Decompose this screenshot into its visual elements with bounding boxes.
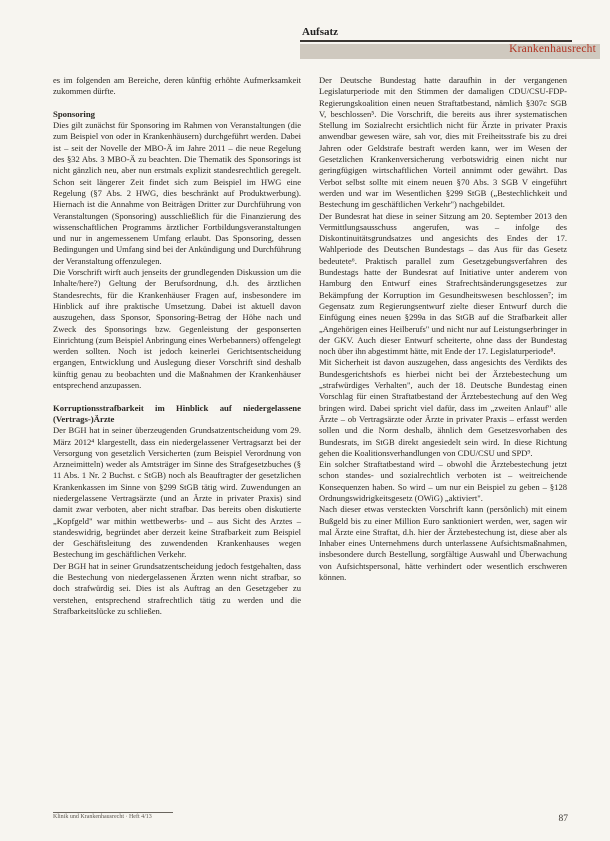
body-paragraph: Der BGH hat in seiner überzeugenden Grundsatzentscheidung vom 29. März 2012⁴ klargestellt, dass ein niedergelassener Vertragsarzt bei der Versorgung von gesetzlich Versicherten (zum Beispiel Verordnung von Arzneimitteln) weder als Amtsträger im Sinne des Strafgesetzbuches (§ 11 Abs. 1 Nr. 2 Buchst. c StGB) noch als Beauftragter der gesetzlichen Krankenkassen im Sinne von §299 StGB tätig wird. Zuwendungen an niedergelassene Vertragsärzte (und an Ärzte in privater Praxis) sind damit zwar verboten, aber nicht strafbar. Das bereits oben diskutierte „Kopfgeld" war mithin wettbewerbs- und – aus Sicht des Arztes – standeswidrig, begründet aber derzeit keine Strafbarkeit zum Beispiel der Geschäftsleitung des zuwendenden Krankenhauses wegen Bestechung im geschäftlichen Verkehr. [53,425,301,560]
body-paragraph: Der Bundesrat hat diese in seiner Sitzung am 20. September 2013 den Vermittlungsausschuss angerufen, was – infolge des Diskontinuitätsgrundsatzes und angesichts des Endes der 17. Wahlperiode des Deutschen Bundestags – das Aus für das Gesetz bedeutete⁶. Praktisch parallel zum Gesetzgebungsverfahren des Bundestags hatte der Bundesrat auf Initiative unter anderem von Hamburg den Entwurf eines Strafrechtsänderungsgesetzes zur Bekämpfung der Korruption im Gesundheitswesen beschlossen⁷; im Gegensatz zum Regierungsentwurf zielte dieser Entwurf durch die Einfügung eines neuen §299a in das StGB auf die Strafbarkeit aller „Angehörigen eines Heilberufs" und nicht nur auf Leistungserbringer in der GKV. Auch dieser Entwurf scheiterte, ohne dass der Bundestag noch über ihn abgestimmt hätte, mit Ende der 17. Legislaturperiode⁸. [319,210,567,357]
right-column [319,75,567,583]
body-paragraph: Nach dieser etwas versteckten Vorschrift kann (persönlich) mit einem Bußgeld bis zu einer Million Euro sanktioniert werden, wer, sagen wir mal Ärzte eine Straftat, d.h. hier der Ärztebestechung ist, diese aber als Inhaber eines Unternehmens durch unterlassene Aufsichtsmaßnahmen, insbesondere durch Bestellung, sorgfältige Auswahl und Überwachung von Aufsichtspersonal, hätte verhindert oder wesentlich erschweren können. [319,504,567,583]
body-paragraph: Ein solcher Straftatbestand wird – obwohl die Ärztebestechung jetzt schon standes- und sozialrechtlich verboten ist – weitreichende Konsequenzen haben. So wird – um nur ein Beispiel zu geben – §128 Ordnungswidrigkeitsgesetz (OWiG) „aktiviert". [319,459,567,503]
section-heading: Korruptionsstrafbarkeit im Hinblick auf niedergelassene (Vertrags-)Ärzte [53,402,301,424]
body-paragraph: Der Deutsche Bundestag hatte daraufhin in der vergangenen Legislaturperiode mit den Stimmen der damaligen CDU/CSU-FDP-Regierungskoalition einen neuen Straftatbestand, nämlich §307c SGB V, beschlossen⁵. Die Vorschrift, die bereits aus ihrer systematischen Stellung im Sozialrecht ersichtlich nicht für Ärzte in privater Praxis anwendbar gewesen wäre, sah vor, dies mit Freiheitsstrafe bis zu drei Jahren oder Geldstrafe bestraft werden kann, wer im Wesen der Gesetzlichen Krankenversicherung verbotswidrig einen nicht nur geringfügigen wirtschaftlichen Vorteil annimmt oder gewährt. Das Verbot selbst sollte mit einem neuen §70 Abs. 3 SGB V eingeführt werden und war im Wesentlichen §299 StGB („Bestechlichkeit und Bestechung im geschäftlichen Verkehr") nachgebildet. [319,75,567,210]
left-column [53,75,301,617]
footer-rule [53,812,173,813]
body-paragraph: Dies gilt zunächst für Sponsoring im Rahmen von Veranstaltungen (die zum Beispiel von oder in Krankenhäusern) durchgeführt werden. Dabei ist – seit der Novelle der MBO-Ä im Jahre 2011 – die neue Regelung des §32 Abs. 3 MBO-Ä zu beachten. Die Thematik des Sponsorings ist nicht gänzlich neu, aber nun erstmals explizit standesrechtlich geregelt. Schon seit längerer Zeit findet sich zum Beispiel im HWG eine Regelung (§7 Abs. 2 HWG, dies beschränkt auf Produktwerbung). Hiernach ist die Annahme von Beiträgen Dritter zur Durchführung von Veranstaltungen (Sponsoring) ausschließlich für die Finanzierung des wissenschaftlichen Programms ärztlicher Fortbildungsveranstaltungen und nur in angemessenem Umfang erlaubt. Das Sponsoring, dessen Bedingungen und Umfang sind bei der Ankündigung und Durchführung der Veranstaltung offenzulegen. [53,120,301,266]
page-number: 87 [558,814,568,824]
category-label: Krankenhausrecht [509,43,596,55]
header-rule [300,40,572,42]
paragraph-gap [53,391,301,402]
paragraph-gap [53,98,301,109]
body-paragraph: Der BGH hat in seiner Grundsatzentscheidung jedoch festgehalten, dass die Bestechung von niedergelassenen Ärzten wenn nicht strafbar, so doch strafwürdig sei. Dies ist als Auftrag an den Gesetzgeber zu verstehen, entsprechend strafrechtlich tätig zu werden und die Strafbarkeitslücke zu schließen. [53,560,301,616]
section-heading: Sponsoring [53,108,96,119]
section-label: Aufsatz [302,26,339,38]
footer-journal: Klinik und Krankenhausrecht · Heft 4/13 [53,814,152,820]
body-paragraph: Die Vorschrift wirft auch jenseits der grundlegenden Diskussion um die Inhalte/here?) Geltung der Berufsordnung, d.h. des ärztlichen Standesrechts, für die Krankenhäuser Fragen auf, insbesondere im Hinblick auf ihre praktische Umsetzung. Dabei ist aktuell davon auszugehen, dass Sponsor, Sponsoring-Betrag der Höhe nach und Zweck des Sponsorings bzw. Gegenleistung der gesponserten Einrichtung (zum Beispiel Anbringung eines Werbebanners) offengelegt werden sollten. Noch ist jedoch keinerlei Gerichtsentscheidung ergangen, Entwicklung und Auslegung dieser Vorschrift sind deshalb künftig genau zu beobachten und die Maßnahmen der Krankenhäuser entsprechend anzupassen. [53,267,301,391]
body-paragraph: Mit Sicherheit ist davon auszugehen, dass angesichts des Verdikts des Bundesgerichtshofs es hierbei nicht bei der Ärztebestechung um „strafwürdiges Verhalten", auch der 18. Deutsche Bundestag einen Vorschlag für einen Straftatbestand der Ärztebestechung auf den Weg bringen wird. Dabei spricht viel dafür, dass im „zweiten Anlauf" alle Ärzte – ob Vertragsärzte oder Ärzte in privater Praxis – erfasst werden sollen und die Norm deshalb, ähnlich dem Gesetzesvorhaben des Bundesrats, im StGB direkt angesiedelt sein wird. In diese Richtung gehen die Koalitionsverhandlungen von CDU/CSU und SPD⁹. [319,357,567,458]
body-paragraph: es im folgenden am Bereiche, deren künftig erhöhte Aufmerksamkeit zukommen dürfte. [53,75,301,97]
